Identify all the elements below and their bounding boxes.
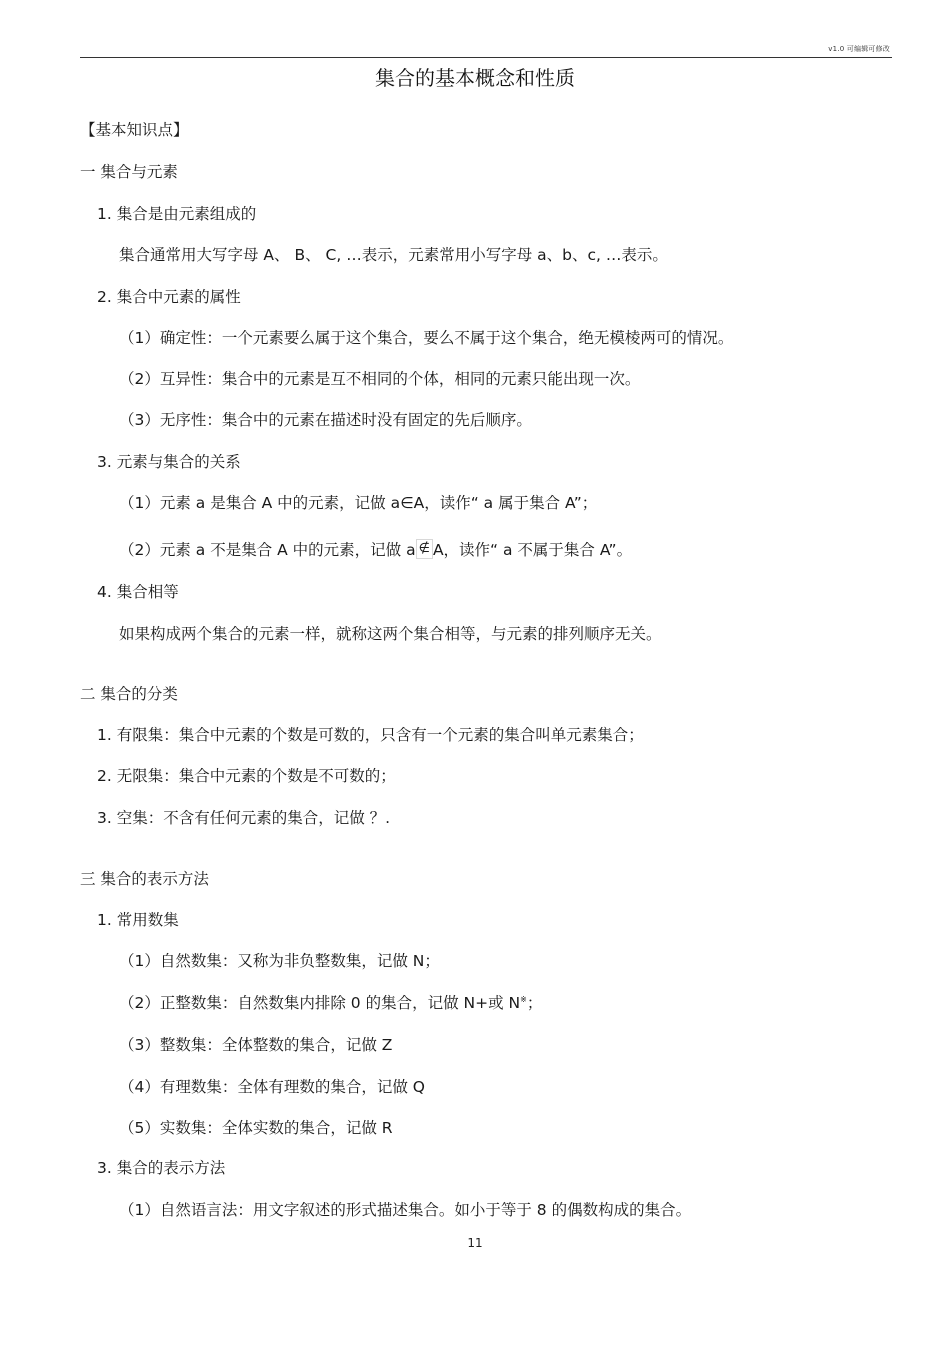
positive-integers-end: ； bbox=[526, 994, 543, 1012]
page-title: 集合的基本概念和性质 bbox=[375, 66, 575, 90]
list-item-positive-integers bbox=[119, 991, 542, 1013]
section-heading-classification: 二 集合的分类 bbox=[80, 685, 178, 703]
not-belongs-text-start: （2）元素 a 不是集合 A 中的元素，记做 a bbox=[119, 541, 416, 559]
section-heading-basic-knowledge: 【基本知识点】 bbox=[80, 121, 189, 139]
list-item-natural-numbers: （1）自然数集：又称为非负整数集，记做 N； bbox=[119, 952, 440, 970]
not-belongs-text-end: A，读作“ a 不属于集合 A”。 bbox=[432, 541, 633, 559]
list-item-empty-set: 3. 空集：不含有任何元素的集合，记做 ？. bbox=[97, 809, 391, 827]
list-item-rational-numbers: （4）有理数集：全体有理数的集合，记做 Q bbox=[119, 1078, 425, 1096]
list-item-not-belongs bbox=[119, 538, 632, 562]
list-item-distinctness: （2）互异性：集合中的元素是互不相同的个体，相同的元素只能出现一次。 bbox=[119, 370, 641, 388]
header-rule bbox=[80, 57, 892, 58]
section-heading-sets-and-elements: 一 集合与元素 bbox=[80, 163, 178, 181]
section-heading-representation: 三 集合的表示方法 bbox=[80, 870, 209, 888]
subheading-element-set-relation: 3. 元素与集合的关系 bbox=[97, 453, 241, 471]
list-item-unordered: （3）无序性：集合中的元素在描述时没有固定的先后顺序。 bbox=[119, 411, 532, 429]
subheading-set-composition: 1. 集合是由元素组成的 bbox=[97, 205, 257, 223]
page-number: 11 bbox=[467, 1236, 483, 1250]
positive-integers-text: （2）正整数集：自然数集内排除 0 的集合，记做 N+或 N bbox=[119, 994, 521, 1012]
list-item-natural-language: （1）自然语言法：用文字叙述的形式描述集合。如小于等于 8 的偶数构成的集合。 bbox=[119, 1201, 692, 1219]
list-item-finite-set: 1. 有限集：集合中元素的个数是可数的，只含有一个元素的集合叫单元素集合； bbox=[97, 726, 644, 744]
subheading-set-equality: 4. 集合相等 bbox=[97, 583, 179, 601]
list-item-belongs: （1）元素 a 是集合 A 中的元素，记做 a∈A，读作“ a 属于集合 A”； bbox=[119, 494, 598, 512]
paragraph-set-equality: 如果构成两个集合的元素一样，就称这两个集合相等，与元素的排列顺序无关。 bbox=[119, 625, 662, 643]
list-item-determinacy: （1）确定性：一个元素要么属于这个集合，要么不属于这个集合，绝无模棱两可的情况。 bbox=[119, 329, 734, 347]
paragraph-notation: 集合通常用大写字母 A、 B、 C, …表示，元素常用小写字母 a、b、c, …表示。 bbox=[119, 246, 668, 264]
list-item-real-numbers: （5）实数集：全体实数的集合，记做 R bbox=[119, 1119, 393, 1137]
asterisk-superscript: ※ bbox=[520, 994, 527, 1004]
version-label: v1.0 可编辑可修改 bbox=[828, 45, 890, 53]
list-item-integers: （3）整数集：全体整数的集合，记做 Z bbox=[119, 1036, 393, 1054]
subheading-element-properties: 2. 集合中元素的属性 bbox=[97, 288, 241, 306]
subheading-representation-methods: 3. 集合的表示方法 bbox=[97, 1159, 226, 1177]
list-item-infinite-set: 2. 无限集：集合中元素的个数是不可数的； bbox=[97, 767, 396, 785]
subheading-common-number-sets: 1. 常用数集 bbox=[97, 911, 179, 929]
not-element-of-symbol: ∉ bbox=[416, 539, 433, 559]
